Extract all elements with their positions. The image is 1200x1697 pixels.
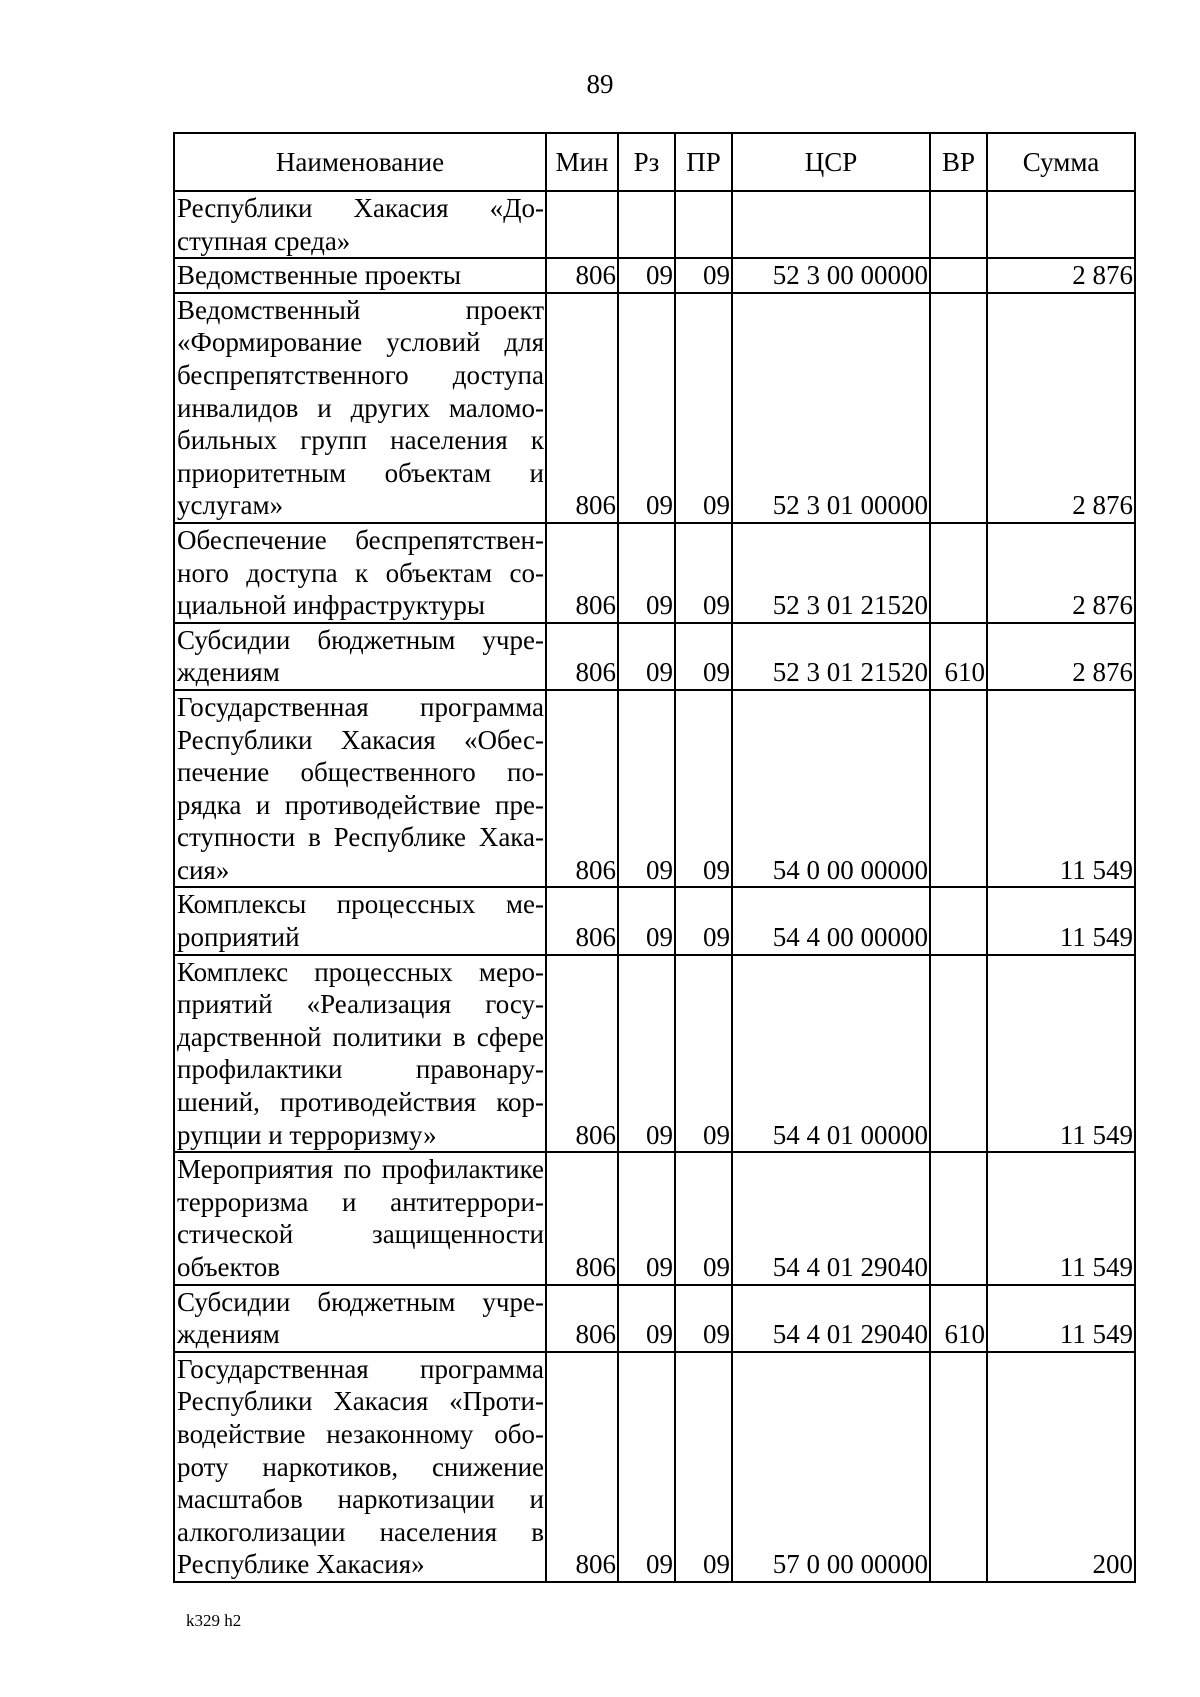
cell-vr [930, 258, 987, 293]
cell-name: Ведомственный проект «Формирование условий для беспрепятственного доступа инвалидов и других маломобильных групп населения к приоритетным объектам и услугам» [174, 293, 546, 523]
table-row [174, 1285, 1135, 1352]
cell-csr: 54 0 00 00000 [732, 690, 930, 888]
cell-vr [930, 887, 987, 954]
table-row [174, 191, 1135, 258]
cell-csr: 54 4 01 29040 [732, 1285, 930, 1352]
cell-rz: 09 [618, 690, 675, 888]
cell-min: 806 [546, 1352, 618, 1582]
footer-code: k329 h2 [186, 1611, 242, 1630]
cell-min: 806 [546, 293, 618, 523]
cell-sum: 2 876 [987, 523, 1135, 623]
cell-csr: 54 4 01 00000 [732, 955, 930, 1153]
cell-name: Обеспечение беспрепятственного доступа к объектам социальной инфраструктуры [174, 523, 546, 623]
cell-name: Комплексы процессных мероприятий [174, 887, 546, 954]
cell-min: 806 [546, 887, 618, 954]
cell-vr [930, 690, 987, 888]
cell-pr: 09 [675, 258, 732, 293]
cell-csr [732, 191, 930, 258]
header-min: Мин [546, 133, 618, 191]
cell-min [546, 191, 618, 258]
cell-rz [618, 191, 675, 258]
cell-name: Мероприятия по профилактике терроризма и антитеррористической защищенности объектов [174, 1152, 546, 1284]
header-sum: Сумма [987, 133, 1135, 191]
cell-sum: 11 549 [987, 690, 1135, 888]
cell-rz: 09 [618, 523, 675, 623]
cell-min: 806 [546, 623, 618, 690]
cell-pr: 09 [675, 623, 732, 690]
cell-csr: 52 3 01 21520 [732, 623, 930, 690]
cell-vr [930, 1352, 987, 1582]
cell-min: 806 [546, 1285, 618, 1352]
cell-pr: 09 [675, 1152, 732, 1284]
header-name: Наименование [174, 133, 546, 191]
table-row [174, 523, 1135, 623]
cell-csr: 52 3 01 21520 [732, 523, 930, 623]
cell-vr [930, 191, 987, 258]
cell-sum [987, 191, 1135, 258]
cell-sum: 200 [987, 1352, 1135, 1582]
cell-sum: 11 549 [987, 887, 1135, 954]
cell-pr: 09 [675, 887, 732, 954]
header-csr: ЦСР [732, 133, 930, 191]
cell-pr: 09 [675, 955, 732, 1153]
header-rz: Рз [618, 133, 675, 191]
cell-vr: 610 [930, 623, 987, 690]
table-body [174, 191, 1135, 1582]
cell-sum: 2 876 [987, 623, 1135, 690]
header-pr: ПР [675, 133, 732, 191]
cell-min: 806 [546, 690, 618, 888]
cell-name: Комплекс процессных мероприятий «Реализация государственной политики в сфере профилактики правонарушений, противодействия коррупции и терроризму» [174, 955, 546, 1153]
header-vr: ВР [930, 133, 987, 191]
cell-rz: 09 [618, 955, 675, 1153]
cell-sum: 11 549 [987, 1285, 1135, 1352]
cell-rz: 09 [618, 1352, 675, 1582]
cell-name: Субсидии бюджетным учреждениям [174, 1285, 546, 1352]
cell-min: 806 [546, 1152, 618, 1284]
cell-name: Государственная программа Республики Хакасия «Обеспечение общественного порядка и противодействие преступности в Республике Хакасия» [174, 690, 546, 888]
table-row [174, 1352, 1135, 1582]
cell-vr [930, 955, 987, 1153]
cell-pr: 09 [675, 1285, 732, 1352]
cell-rz: 09 [618, 1285, 675, 1352]
cell-csr: 54 4 01 29040 [732, 1152, 930, 1284]
table-row [174, 690, 1135, 888]
cell-csr: 57 0 00 00000 [732, 1352, 930, 1582]
budget-table [173, 132, 1136, 1583]
table-row [174, 258, 1135, 293]
cell-rz: 09 [618, 293, 675, 523]
cell-vr [930, 1152, 987, 1284]
cell-rz: 09 [618, 623, 675, 690]
table-row [174, 293, 1135, 523]
cell-pr: 09 [675, 690, 732, 888]
cell-vr [930, 293, 987, 523]
cell-vr [930, 523, 987, 623]
cell-sum: 11 549 [987, 955, 1135, 1153]
cell-pr: 09 [675, 1352, 732, 1582]
cell-name: Республики Хакасия «Доступная среда» [174, 191, 546, 258]
cell-pr [675, 191, 732, 258]
cell-sum: 11 549 [987, 1152, 1135, 1284]
cell-rz: 09 [618, 1152, 675, 1284]
table-header-row [174, 133, 1135, 191]
table-row [174, 623, 1135, 690]
cell-csr: 54 4 00 00000 [732, 887, 930, 954]
cell-pr: 09 [675, 293, 732, 523]
cell-rz: 09 [618, 887, 675, 954]
page-number: 89 [586, 69, 614, 99]
cell-name: Государственная программа Республики Хакасия «Противодействие незаконному обороту наркотиков, снижение масштабов наркотизации и алкоголизации населения в Республике Хакасия» [174, 1352, 546, 1582]
cell-min: 806 [546, 258, 618, 293]
cell-csr: 52 3 01 00000 [732, 293, 930, 523]
cell-name: Субсидии бюджетным учреждениям [174, 623, 546, 690]
cell-min: 806 [546, 955, 618, 1153]
cell-sum: 2 876 [987, 293, 1135, 523]
cell-csr: 52 3 00 00000 [732, 258, 930, 293]
cell-min: 806 [546, 523, 618, 623]
table-row [174, 887, 1135, 954]
cell-name: Ведомственные проекты [174, 258, 546, 293]
cell-pr: 09 [675, 523, 732, 623]
table-row [174, 1152, 1135, 1284]
cell-vr: 610 [930, 1285, 987, 1352]
cell-sum: 2 876 [987, 258, 1135, 293]
cell-rz: 09 [618, 258, 675, 293]
table-row [174, 955, 1135, 1153]
